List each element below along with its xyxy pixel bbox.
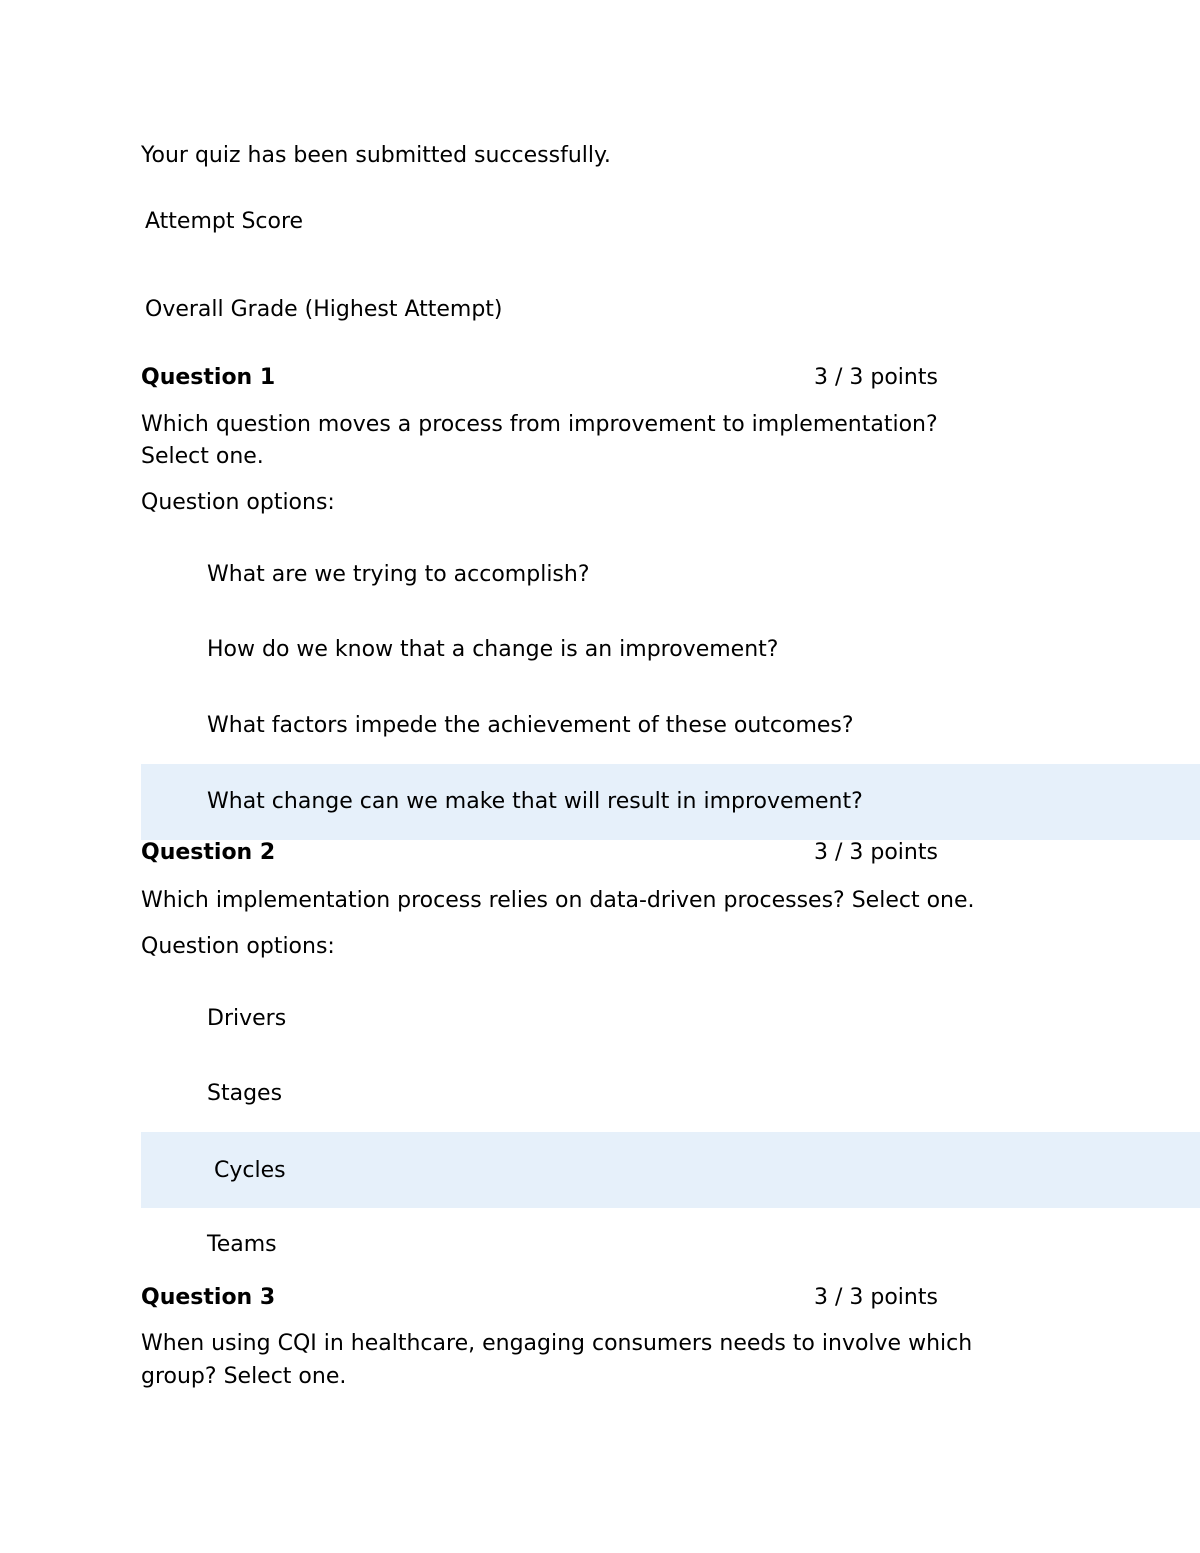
question-3-title: Question 3 bbox=[141, 1285, 276, 1310]
question-2-option-2[interactable]: Stages bbox=[207, 1081, 283, 1106]
question-1-option-1[interactable]: What are we trying to accomplish? bbox=[207, 562, 590, 587]
question-2-points: 3 / 3 points bbox=[814, 840, 938, 865]
question-1-text-line2: Select one. bbox=[141, 444, 264, 469]
question-2-text-line1: Which implementation process relies on data-driven processes? Select one. bbox=[141, 888, 975, 913]
question-1-points: 3 / 3 points bbox=[814, 365, 938, 390]
question-1-option-2[interactable]: How do we know that a change is an improvement? bbox=[207, 637, 779, 662]
question-2-option-3-selected[interactable]: Cycles bbox=[214, 1158, 286, 1183]
question-3-text-line1: When using CQI in healthcare, engaging consumers needs to involve which bbox=[141, 1331, 973, 1356]
question-1-option-4-selected[interactable]: What change can we make that will result in improvement? bbox=[207, 789, 863, 814]
question-1-option-3[interactable]: What factors impede the achievement of these outcomes? bbox=[207, 713, 854, 738]
question-2-options-label: Question options: bbox=[141, 934, 335, 959]
question-2-title: Question 2 bbox=[141, 840, 276, 865]
overall-grade-label: Overall Grade (Highest Attempt) bbox=[145, 297, 503, 322]
question-2-option-4[interactable]: Teams bbox=[207, 1232, 277, 1257]
question-3-text-line2: group? Select one. bbox=[141, 1364, 347, 1389]
question-2-selected-option-highlight bbox=[141, 1132, 1200, 1208]
question-1-text-line1: Which question moves a process from improvement to implementation? bbox=[141, 412, 938, 437]
question-2-option-1[interactable]: Drivers bbox=[207, 1006, 287, 1031]
submission-message: Your quiz has been submitted successfully. bbox=[141, 143, 611, 168]
question-1-options-label: Question options: bbox=[141, 490, 335, 515]
question-3-points: 3 / 3 points bbox=[814, 1285, 938, 1310]
attempt-score-label: Attempt Score bbox=[145, 209, 304, 234]
question-1-title: Question 1 bbox=[141, 365, 276, 390]
